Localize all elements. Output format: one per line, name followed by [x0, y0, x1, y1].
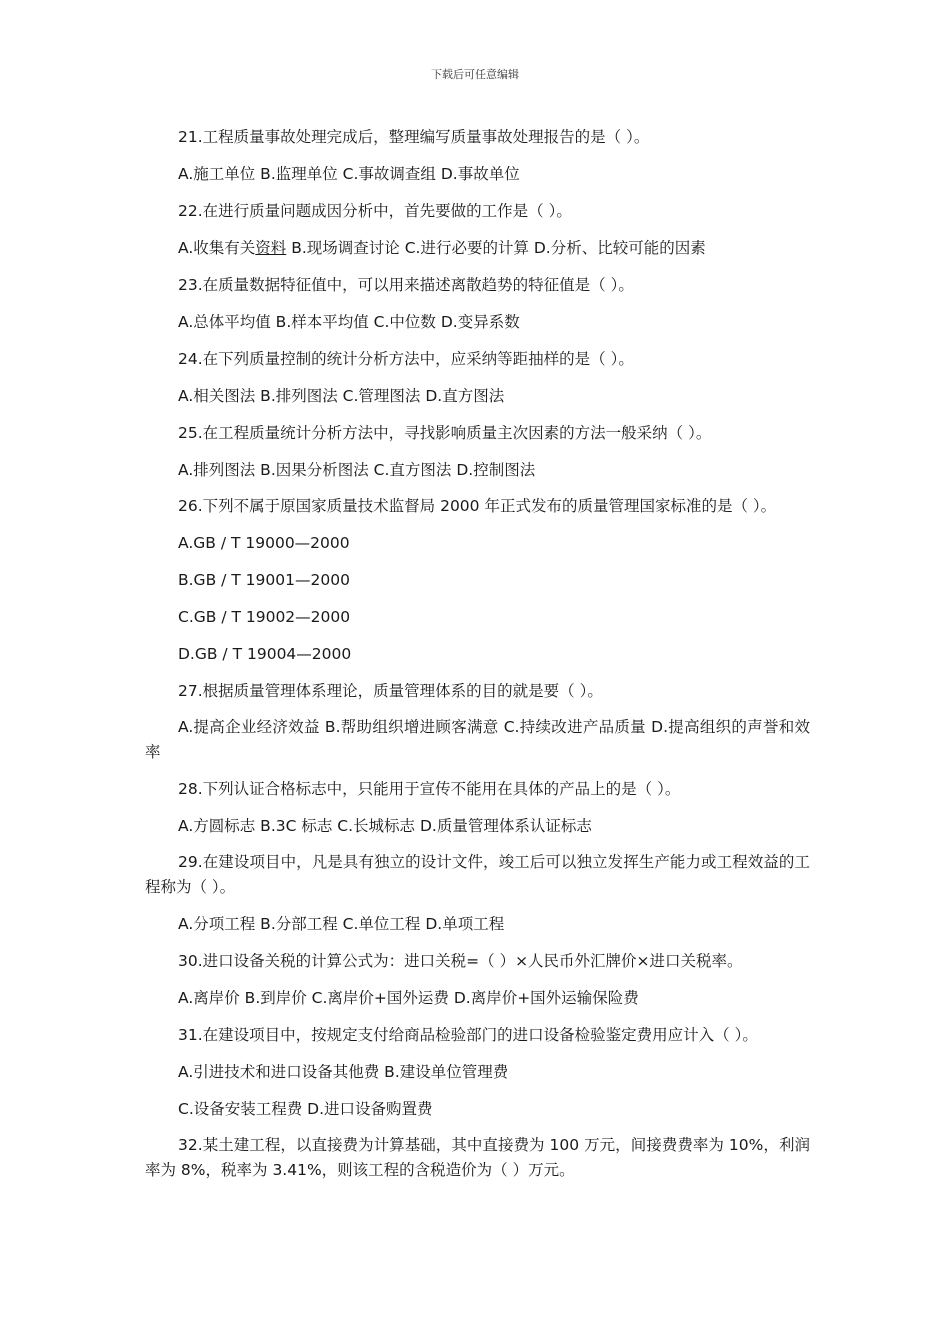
question-29: 29.在建设项目中，凡是具有独立的设计文件，竣工后可以独立发挥生产能力或工程效益的工程称为（ ）。 — [145, 853, 810, 896]
option-26-d: D.GB / T 19004—2000 — [178, 645, 352, 663]
options-31-ab: A.引进技术和进口设备其他费 B.建设单位管理费 — [178, 1063, 509, 1081]
question-27: 27.根据质量管理体系理论，质量管理体系的目的就是要（ ）。 — [178, 682, 603, 700]
options-24: A.相关图法 B.排列图法 C.管理图法 D.直方图法 — [178, 387, 505, 405]
question-24: 24.在下列质量控制的统计分析方法中，应采纳等距抽样的是（ ）。 — [178, 350, 634, 368]
options-22-part2: B.现场调查讨论 C.进行必要的计算 D.分析、比较可能的因素 — [286, 239, 706, 257]
question-26: 26.下列不属于原国家质量技术监督局 2000 年正式发布的质量管理国家标准的是（ ）。 — [178, 497, 777, 515]
page-header-note: 下载后可任意编辑 — [431, 68, 519, 81]
question-32: 32.某土建工程，以直接费为计算基础，其中直接费为 100 万元，间接费费率为 10%，利润率为 8%，税率为 3.41%，则该工程的含税造价为（ ）万元。 — [145, 1136, 810, 1179]
options-23: A.总体平均值 B.样本平均值 C.中位数 D.变异系数 — [178, 313, 520, 331]
options-22-part1: A.收集有关 — [178, 239, 256, 257]
options-28: A.方圆标志 B.3C 标志 C.长城标志 D.质量管理体系认证标志 — [178, 817, 592, 835]
option-26-c: C.GB / T 19002—2000 — [178, 608, 351, 626]
question-30: 30.进口设备关税的计算公式为：进口关税=（ ）×人民币外汇牌价×进口关税率。 — [178, 952, 743, 970]
question-22: 22.在进行质量问题成因分析中，首先要做的工作是（ ）。 — [178, 202, 572, 220]
option-26-a: A.GB / T 19000—2000 — [178, 534, 350, 552]
options-31-cd: C.设备安装工程费 D.进口设备购置费 — [178, 1100, 433, 1118]
question-23: 23.在质量数据特征值中，可以用来描述离散趋势的特征值是（ ）。 — [178, 276, 634, 294]
option-26-b: B.GB / T 19001—2000 — [178, 571, 350, 589]
question-21: 21.工程质量事故处理完成后，整理编写质量事故处理报告的是（ ）。 — [178, 128, 650, 146]
options-29: A.分项工程 B.分部工程 C.单位工程 D.单项工程 — [178, 915, 505, 933]
options-21: A.施工单位 B.监理单位 C.事故调查组 D.事故单位 — [178, 165, 520, 183]
options-22 — [145, 235, 810, 261]
options-22-underlined-word: 资料 — [255, 239, 287, 257]
question-25: 25.在工程质量统计分析方法中，寻找影响质量主次因素的方法一般采纳（ ）。 — [178, 424, 712, 442]
question-28: 28.下列认证合格标志中，只能用于宣传不能用在具体的产品上的是（ ）。 — [178, 780, 681, 798]
question-31: 31.在建设项目中，按规定支付给商品检验部门的进口设备检验鉴定费用应计入（ ）。 — [178, 1026, 758, 1044]
options-25: A.排列图法 B.因果分析图法 C.直方图法 D.控制图法 — [178, 461, 536, 479]
options-27: A.提高企业经济效益 B.帮助组织增进顾客满意 C.持续改进产品质量 D.提高组织的声誉和效率 — [145, 718, 810, 761]
options-30: A.离岸价 B.到岸价 C.离岸价+国外运费 D.离岸价+国外运输保险费 — [178, 989, 639, 1007]
question-list — [145, 124, 810, 1194]
